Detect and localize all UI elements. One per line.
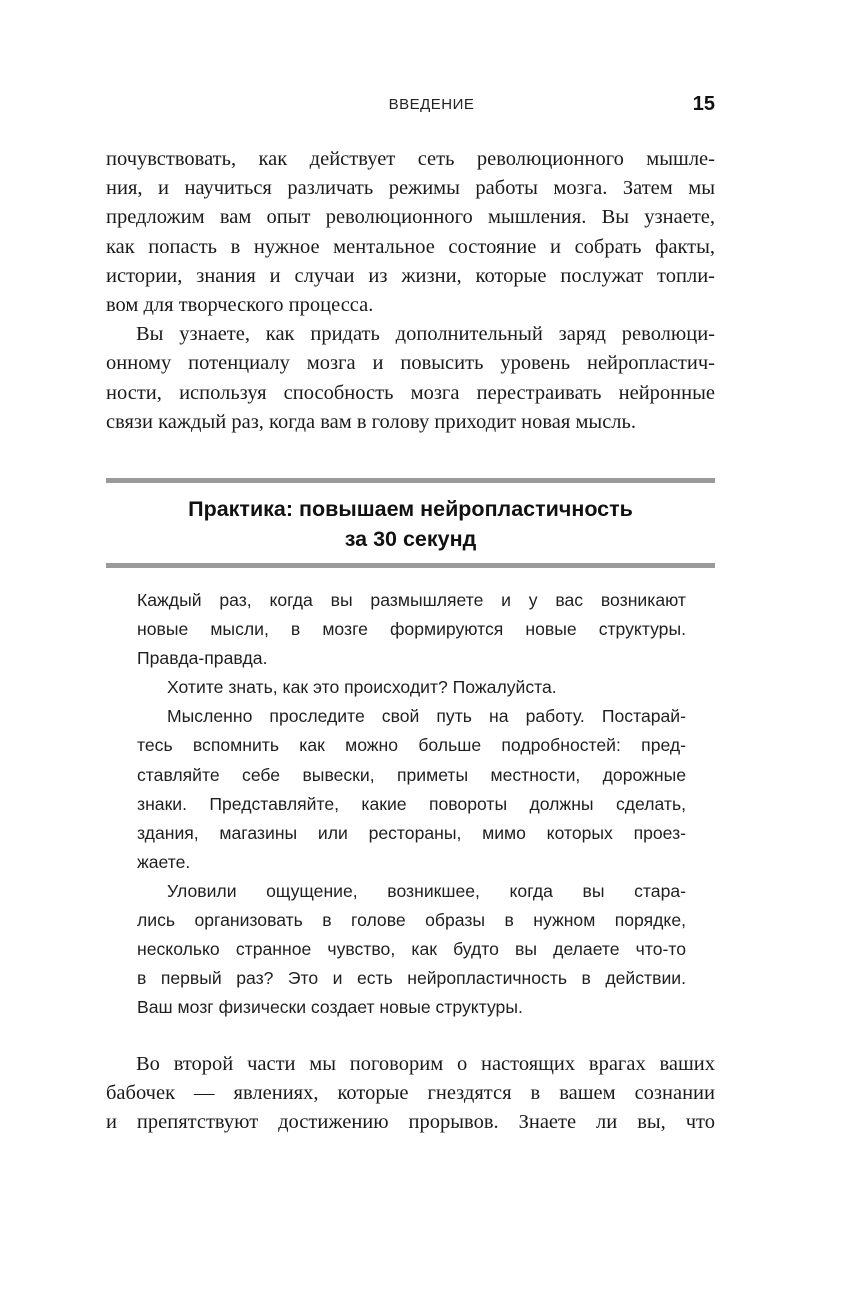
text-line: новые мысли, в мозге формируются новые структуры. — [137, 619, 686, 640]
text-line: ности, используя способность мозга перестраивать нейронные — [106, 381, 715, 404]
text-line: ставляйте себе вывески, приметы местности, дорожные — [137, 764, 686, 785]
box-top-rule — [106, 478, 715, 483]
box-bottom-rule — [106, 563, 715, 568]
practice-paragraph-4 — [137, 877, 686, 1022]
text-line: вом для творческого процесса. — [106, 293, 374, 316]
text-line: здания, магазины или рестораны, мимо которых проез- — [137, 822, 686, 843]
text-line: почувствовать, как действует сеть революционного мышле- — [106, 148, 715, 170]
practice-title-line: Практика: повышаем нейропластичность — [188, 497, 633, 521]
text-line: как попасть в нужное ментальное состояние и собрать факты, — [106, 235, 715, 258]
intro-paragraph-2 — [106, 320, 715, 437]
text-line: бабочек — явлениях, которые гнездятся в вашем сознании — [106, 1082, 715, 1105]
intro-text — [106, 145, 715, 437]
page-number: 15 — [692, 93, 715, 115]
practice-title-line: за 30 секунд — [344, 527, 477, 551]
practice-title — [106, 494, 715, 554]
text-line: Мысленно проследите свой путь на работу. Постарай- — [167, 706, 686, 727]
text-line: несколько странное чувство, как будто вы делаете что-то — [137, 939, 686, 960]
text-line: знаки. Представляйте, какие повороты должны сделать, — [137, 793, 686, 814]
practice-text — [137, 586, 686, 1022]
section-title: ВВЕДЕНИЕ — [388, 96, 475, 113]
text-line: Вы узнаете, как придать дополнительный заряд революци- — [136, 323, 715, 346]
text-line: Правда-правда. — [137, 648, 268, 669]
text-line: Хотите знать, как это происходит? Пожалуйста. — [167, 677, 557, 698]
text-line: Уловили ощущение, возникшее, когда вы стара- — [167, 880, 686, 901]
text-line: Ваш мозг физически создает новые структуры. — [137, 997, 523, 1018]
practice-paragraph-3 — [137, 702, 686, 877]
text-line: жаете. — [137, 851, 191, 872]
text-line: онному потенциалу мозга и повысить уровень нейропластич- — [106, 352, 715, 375]
text-line: ния, и научиться различать режимы работы мозга. Затем мы — [106, 177, 715, 200]
intro-paragraph-1 — [106, 145, 715, 320]
text-line: Каждый раз, когда вы размышляете и у вас возникают — [137, 590, 686, 610]
outro-text — [106, 1050, 715, 1138]
text-line: и препятствуют достижению прорывов. Знаете ли вы, что — [106, 1111, 715, 1134]
text-line: лись организовать в голове образы в нужном порядке, — [137, 910, 686, 931]
text-line: истории, знания и случаи из жизни, которые послужат топли- — [106, 264, 715, 287]
practice-paragraph-1 — [137, 586, 686, 673]
text-line: тесь вспомнить как можно больше подробностей: пред- — [137, 735, 686, 756]
text-line: Во второй части мы поговорим о настоящих врагах ваших — [136, 1053, 715, 1075]
practice-paragraph-2 — [137, 673, 686, 702]
text-line: связи каждый раз, когда вам в голову приходит новая мысль. — [106, 410, 637, 433]
text-line: в первый раз? Это и есть нейропластичность в действии. — [137, 968, 686, 989]
text-line: предложим вам опыт революционного мышления. Вы узнаете, — [106, 206, 715, 229]
